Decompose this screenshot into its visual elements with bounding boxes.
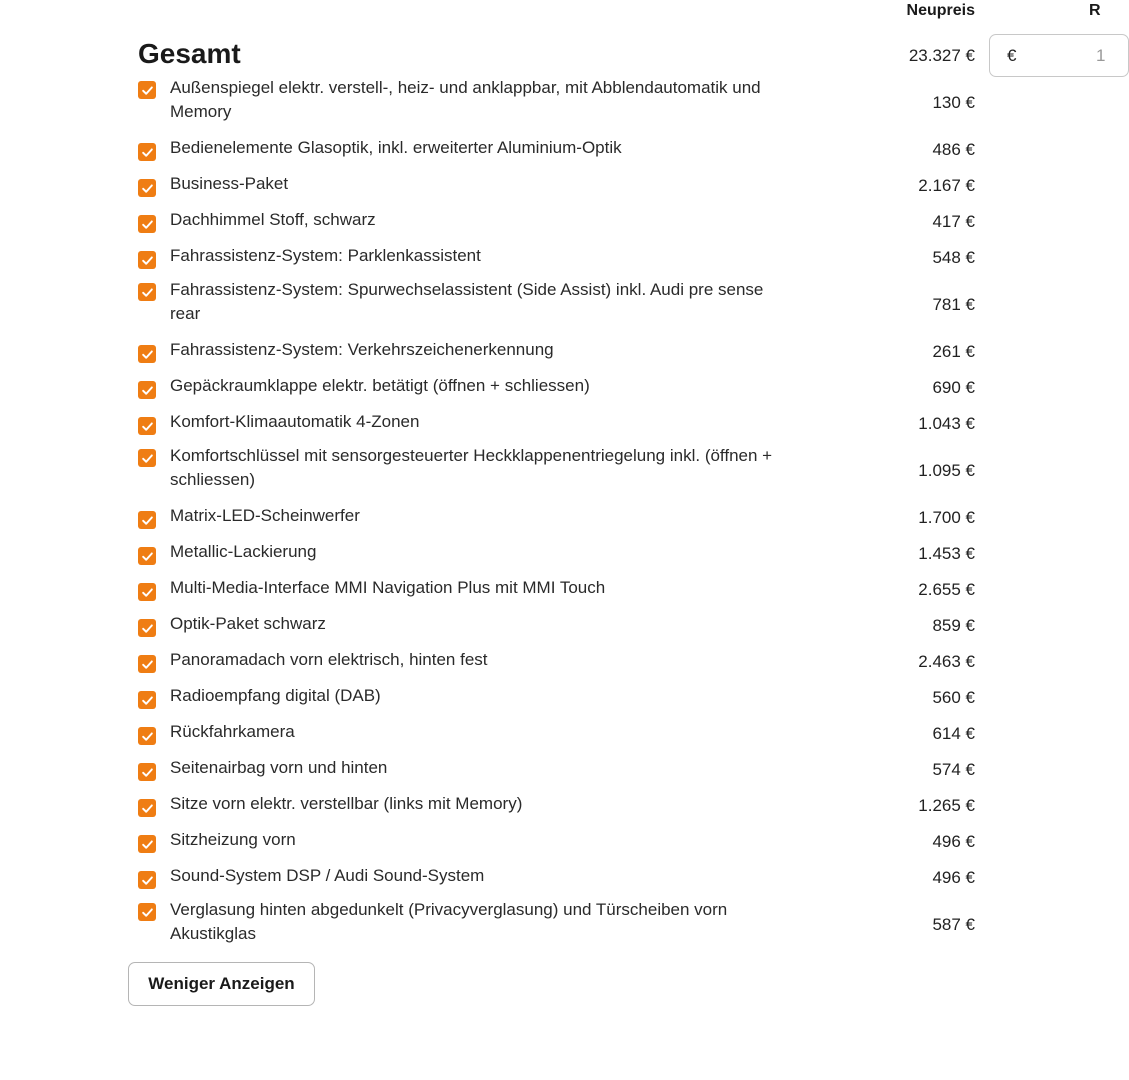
option-row (0, 898, 1100, 956)
option-label: Sitzheizung vorn (170, 830, 296, 849)
option-checkbox[interactable] (138, 799, 156, 817)
option-label: Fahrassistenz-System: Verkehrszeichenerkennung (170, 340, 554, 359)
option-row (0, 206, 1100, 242)
option-checkbox[interactable] (138, 417, 156, 435)
option-label: Seitenairbag vorn und hinten (170, 758, 388, 777)
option-price: 130 € (932, 93, 975, 112)
option-price: 496 € (932, 868, 975, 887)
option-price: 2.463 € (918, 652, 975, 671)
check-icon (141, 586, 154, 599)
option-checkbox[interactable] (138, 727, 156, 745)
option-price: 614 € (932, 724, 975, 743)
option-label: Sound-System DSP / Audi Sound-System (170, 866, 485, 885)
option-checkbox[interactable] (138, 449, 156, 467)
check-icon (141, 550, 154, 563)
option-row (0, 718, 1100, 754)
summary-price: 23.327 € (908, 46, 975, 65)
option-checkbox[interactable] (138, 871, 156, 889)
option-row (0, 134, 1100, 170)
show-less-button[interactable]: Weniger Anzeigen (128, 962, 315, 1006)
option-checkbox[interactable] (138, 143, 156, 161)
check-icon (141, 254, 154, 267)
check-icon (141, 694, 154, 707)
option-price: 2.655 € (918, 580, 975, 599)
check-icon (141, 906, 154, 919)
check-icon (141, 874, 154, 887)
check-icon (141, 766, 154, 779)
check-icon (141, 146, 154, 159)
option-row (0, 682, 1100, 718)
option-price: 1.265 € (918, 796, 975, 815)
option-label: Rückfahrkamera (170, 722, 295, 741)
option-price: 781 € (932, 295, 975, 314)
option-row (0, 826, 1100, 862)
option-row (0, 170, 1100, 206)
option-checkbox[interactable] (138, 691, 156, 709)
check-icon (141, 286, 154, 299)
check-icon (141, 802, 154, 815)
option-label: Optik-Paket schwarz (170, 614, 326, 633)
option-label: Multi-Media-Interface MMI Navigation Plus mit MMI Touch (170, 578, 606, 597)
option-label: Komfort-Klimaautomatik 4-Zonen (170, 412, 420, 431)
check-icon (141, 622, 154, 635)
option-row (0, 610, 1100, 646)
options-list (0, 76, 1100, 956)
option-price: 560 € (932, 688, 975, 707)
option-price: 496 € (932, 832, 975, 851)
column-header-neupreis: Neupreis (906, 2, 975, 19)
option-price: 587 € (932, 915, 975, 934)
option-price: 261 € (932, 342, 975, 361)
check-icon (141, 84, 154, 97)
option-label: Außenspiegel elektr. verstell-, heiz- und anklappbar, mit Abblendautomatik und Memory (170, 78, 761, 121)
option-label: Matrix-LED-Scheinwerfer (170, 506, 360, 525)
option-row (0, 278, 1100, 336)
option-row (0, 574, 1100, 610)
option-label: Radioempfang digital (DAB) (170, 686, 381, 705)
option-price: 574 € (932, 760, 975, 779)
option-label: Business-Paket (170, 174, 289, 193)
price-input-value: 1 (1096, 46, 1106, 65)
option-checkbox[interactable] (138, 179, 156, 197)
summary-row (0, 34, 1106, 78)
check-icon (141, 838, 154, 851)
option-label: Verglasung hinten abgedunkelt (Privacyverglasung) und Türscheiben vorn Akustikglas (170, 900, 728, 943)
column-header-r: R (1089, 2, 1101, 19)
option-label: Panoramadach vorn elektrisch, hinten fest (170, 650, 488, 669)
option-label: Komfortschlüssel mit sensorgesteuerter Heckklappenentriegelung inkl. (öffnen + schliessen) (170, 446, 773, 489)
option-price: 2.167 € (918, 176, 975, 195)
option-checkbox[interactable] (138, 835, 156, 853)
option-checkbox[interactable] (138, 81, 156, 99)
option-row (0, 242, 1100, 278)
option-price: 1.043 € (918, 414, 975, 433)
check-icon (141, 514, 154, 527)
check-icon (141, 348, 154, 361)
option-checkbox[interactable] (138, 763, 156, 781)
option-row (0, 790, 1100, 826)
option-checkbox[interactable] (138, 655, 156, 673)
option-price: 548 € (932, 248, 975, 267)
option-price: 417 € (932, 212, 975, 231)
option-row (0, 408, 1100, 444)
option-row (0, 372, 1100, 408)
option-row (0, 538, 1100, 574)
option-price: 1.453 € (918, 544, 975, 563)
option-checkbox[interactable] (138, 251, 156, 269)
summary-title: Gesamt (138, 38, 241, 69)
option-checkbox[interactable] (138, 583, 156, 601)
option-row (0, 502, 1100, 538)
check-icon (141, 658, 154, 671)
option-label: Fahrassistenz-System: Parklenkassistent (170, 246, 481, 265)
option-row (0, 336, 1100, 372)
option-price: 859 € (932, 616, 975, 635)
option-checkbox[interactable] (138, 511, 156, 529)
check-icon (141, 452, 154, 465)
option-checkbox[interactable] (138, 345, 156, 363)
check-icon (141, 218, 154, 231)
price-input[interactable] (989, 34, 1129, 77)
option-row (0, 862, 1100, 898)
check-icon (141, 420, 154, 433)
option-checkbox[interactable] (138, 547, 156, 565)
option-price: 1.095 € (918, 461, 975, 480)
check-icon (141, 730, 154, 743)
option-row (0, 76, 1100, 134)
check-icon (141, 182, 154, 195)
option-price: 486 € (932, 140, 975, 159)
option-label: Fahrassistenz-System: Spurwechselassistent (Side Assist) inkl. Audi pre sense rear (170, 280, 764, 323)
option-price: 690 € (932, 378, 975, 397)
option-row (0, 444, 1100, 502)
option-checkbox[interactable] (138, 619, 156, 637)
option-checkbox[interactable] (138, 381, 156, 399)
currency-symbol: € (1007, 46, 1017, 65)
option-row (0, 646, 1100, 682)
option-label: Dachhimmel Stoff, schwarz (170, 210, 376, 229)
option-row (0, 754, 1100, 790)
option-checkbox[interactable] (138, 903, 156, 921)
option-checkbox[interactable] (138, 283, 156, 301)
option-checkbox[interactable] (138, 215, 156, 233)
option-price: 1.700 € (918, 508, 975, 527)
option-label: Metallic-Lackierung (170, 542, 317, 561)
option-label: Bedienelemente Glasoptik, inkl. erweiterter Aluminium-Optik (170, 138, 622, 157)
option-label: Sitze vorn elektr. verstellbar (links mit Memory) (170, 794, 523, 813)
option-label: Gepäckraumklappe elektr. betätigt (öffnen + schliessen) (170, 376, 590, 395)
check-icon (141, 384, 154, 397)
